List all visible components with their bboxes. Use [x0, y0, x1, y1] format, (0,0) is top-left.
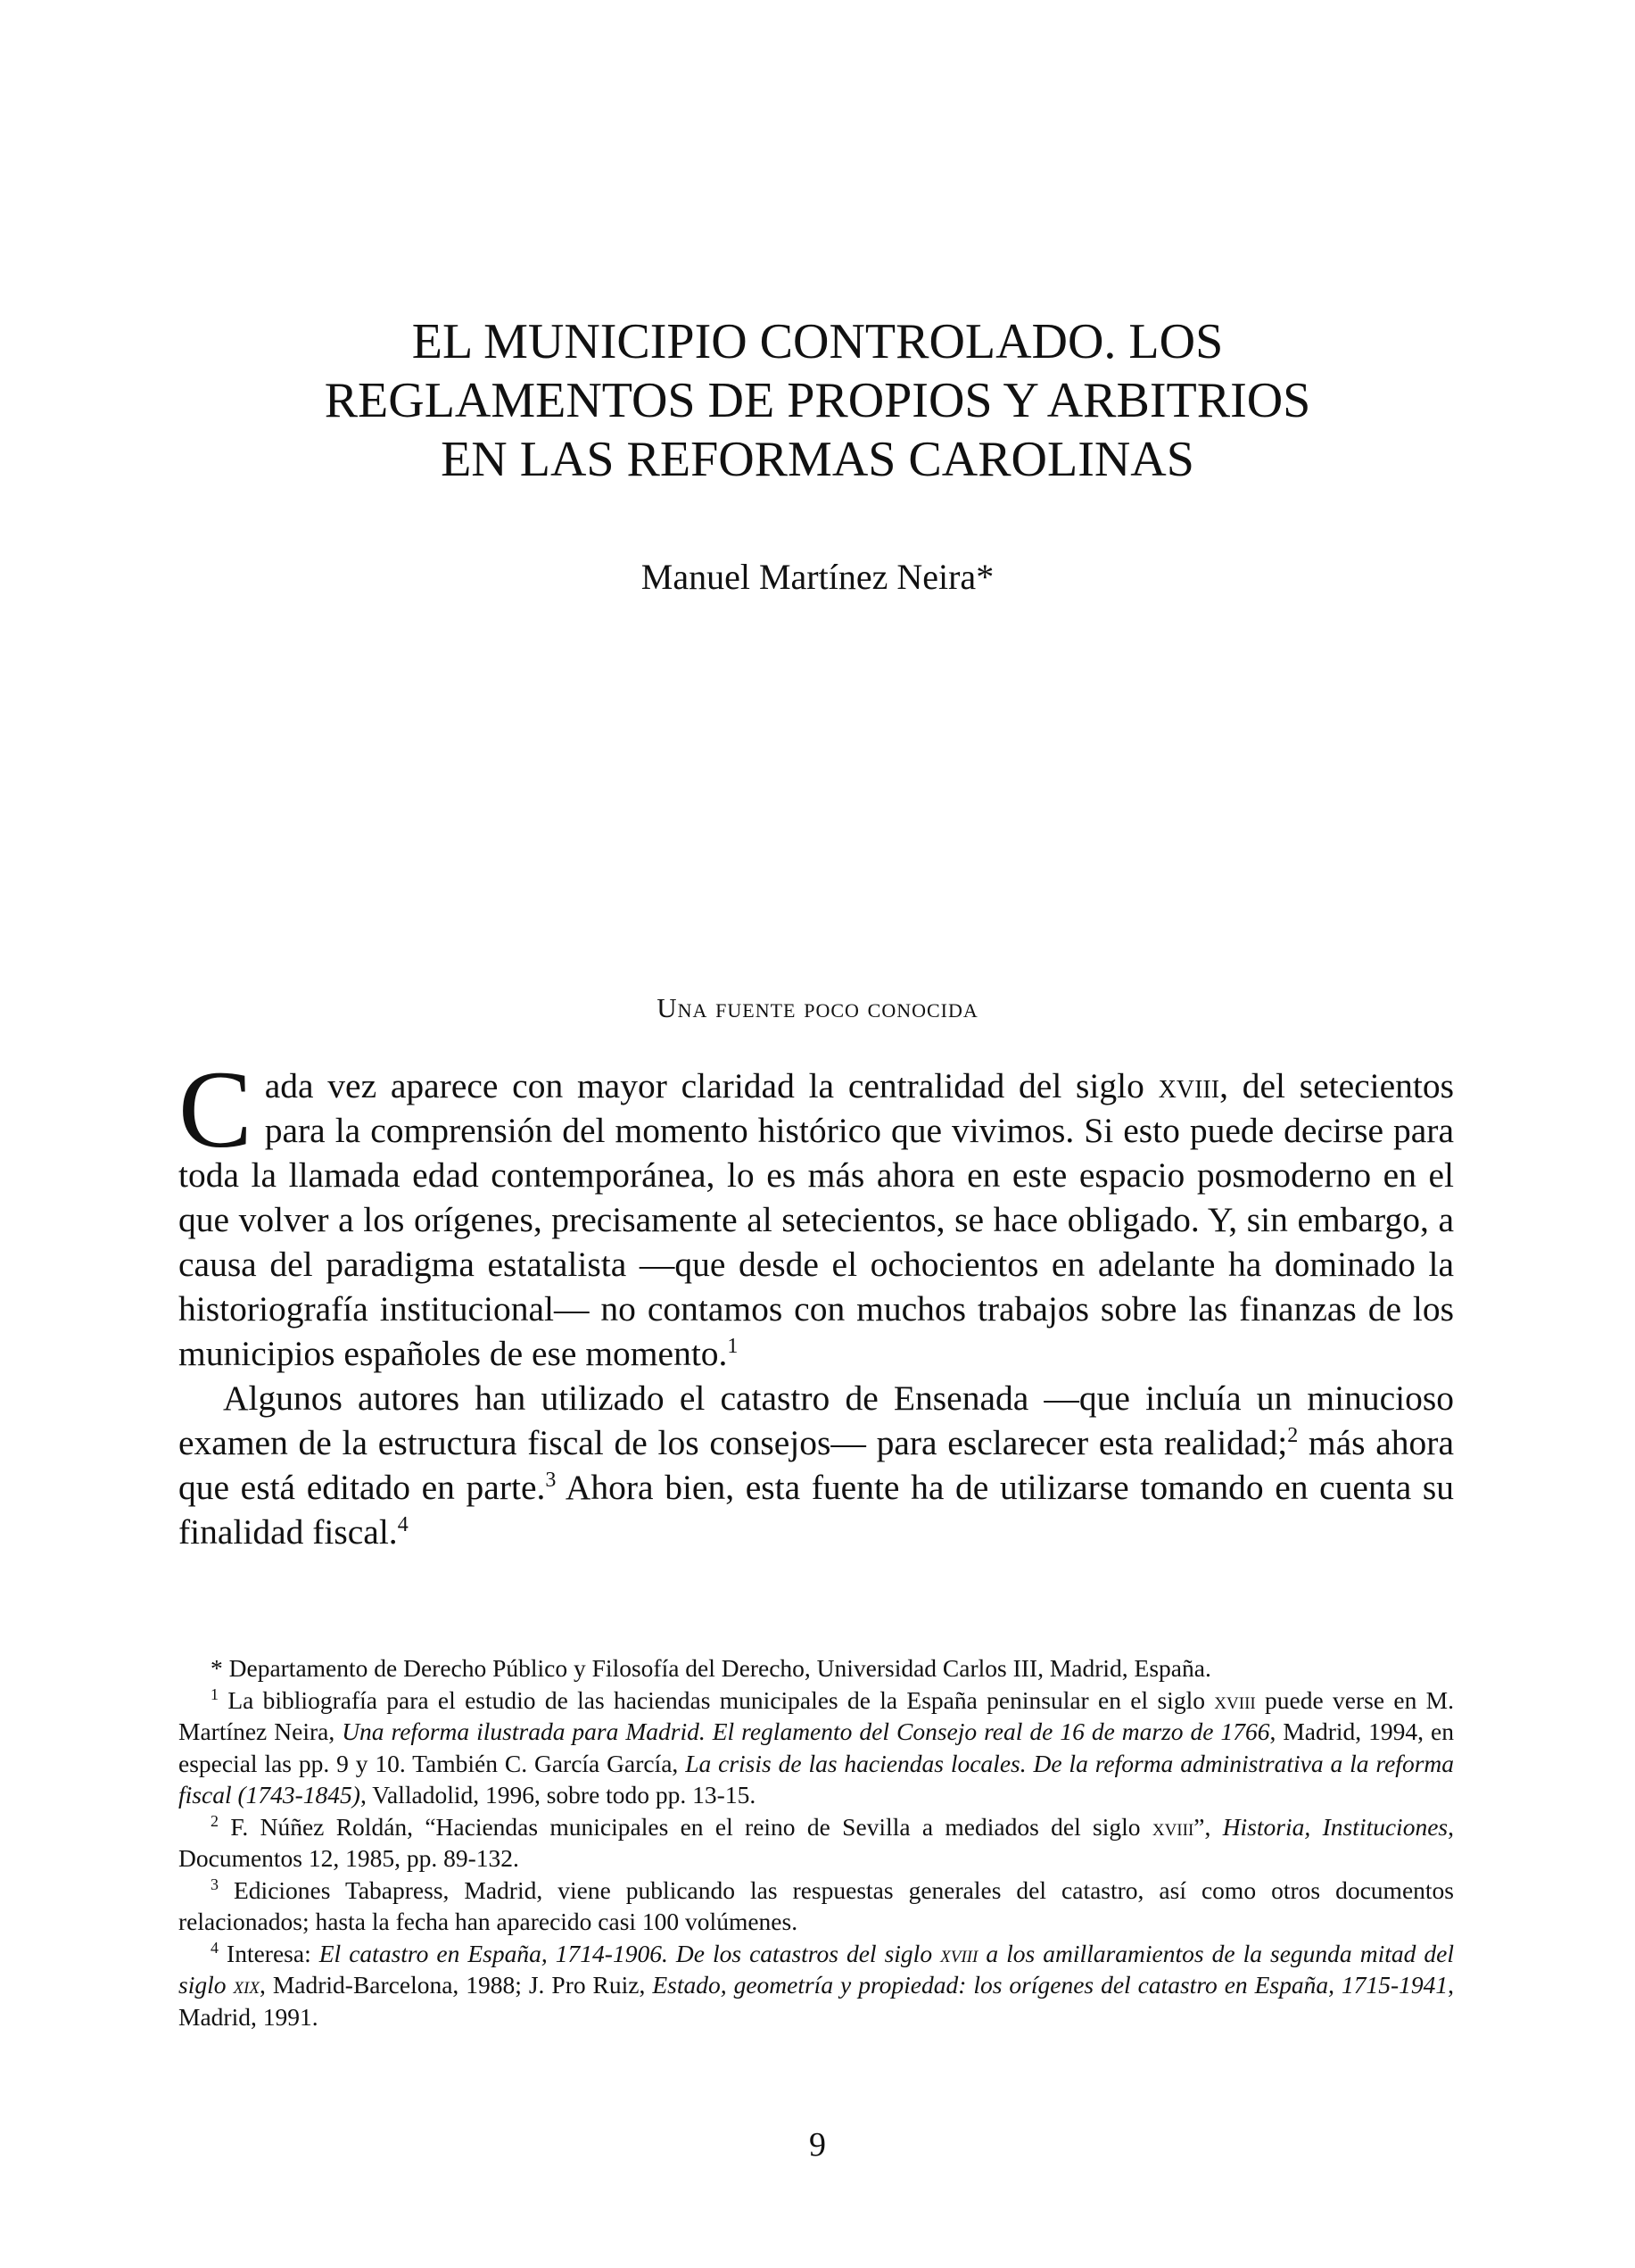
footnote-2-text-b: ”, [1193, 1812, 1223, 1841]
footnote-1-text: La bibliografía para el estudio de las haciendas municipales de la España peninsular en el siglo [219, 1685, 1215, 1714]
body-text [178, 1048, 1454, 1554]
footnote-4 [178, 1938, 1454, 2033]
century-numeral: xviii [1158, 1066, 1220, 1105]
footnote-4-text-f: , Madrid, 1991. [178, 1971, 1455, 2031]
footnote-ref-3[interactable]: 3 [545, 1469, 557, 1492]
paragraph-2-text-b: más ahora que está editado en parte. [178, 1423, 1454, 1507]
footnote-4-title-2: Estado, geometría y propiedad: los orígenes del catastro en España, 1715-1941 [652, 1971, 1449, 1999]
footnote-1-title-2: La crisis de las haciendas locales. De la reforma administrativa a la reforma fiscal (1743-1845) [178, 1749, 1455, 1809]
footnote-3-text: Ediciones Tabapress, Madrid, viene publicando las respuestas generales del catastro, así como otros documentos relacionados; hasta la fecha han aparecido casi 100 volúmenes. [178, 1875, 1454, 1935]
section-heading: Una fuente poco conocida [656, 992, 979, 1023]
article-title [0, 312, 1635, 489]
paragraph-1 [178, 1048, 1454, 1376]
affiliation-mark: * [211, 1654, 223, 1682]
author-name: Manuel Martínez Neira* [640, 557, 995, 597]
footnote-1-text-d: , Madrid, 1994, en especial las pp. 9 y 10. También C. García García, [178, 1718, 1454, 1777]
footnote-3-number: 3 [211, 1875, 219, 1893]
footnote-4-number: 4 [211, 1938, 219, 1957]
footnote-1 [178, 1684, 1454, 1811]
footnote-2-text-d: , Documentos 12, 1985, pp. 89-132. [178, 1812, 1454, 1872]
footnote-4-title-1b: a los amillaramientos de la segunda mitad del siglo [178, 1939, 1454, 1999]
footnote-3 [178, 1875, 1454, 1938]
footnote-4-title-1a: El catastro en España, 1714-1906. De los catastros del siglo [318, 1939, 941, 1967]
paragraph-2-text-a: Algunos autores han utilizado el catastro de Ensenada —que incluía un minucioso examen de la estructura fiscal de los consejos— para esclarecer esta realidad; [178, 1378, 1454, 1462]
page-number: 9 [809, 2126, 826, 2164]
footnote-2 [178, 1811, 1454, 1875]
footnotes [178, 1652, 1454, 2032]
title-line-2: REGLAMENTOS DE PROPIOS Y ARBITRIOS [324, 373, 1311, 428]
title-line-1: EL MUNICIPIO CONTROLADO. LOS [411, 314, 1224, 369]
affiliation-text: Departamento de Derecho Público y Filosofía del Derecho, Universidad Carlos III, Madrid, España. [222, 1654, 1211, 1682]
footnote-2-number: 2 [211, 1811, 219, 1830]
paragraph-1-text-b: , del setecientos para la comprensión del momento histórico que vivimos. Si esto puede decirse para toda la llamada edad contemporánea, lo es más ahora en este espacio posmoderno en el que volver a los orígenes, precisamente al setecientos, se hace obligado. Y, sin embargo, a causa del paradigma estatalista —que desde el ochocientos en adelante ha dominado la historiografía institucional— no contamos con muchos trabajos sobre las finanzas de los municipios españoles de ese momento. [178, 1066, 1454, 1373]
footnote-2-journal: Historia, Instituciones [1222, 1812, 1449, 1841]
paragraph-2-text-c: Ahora bien, esta fuente ha de utilizarse tomando en cuenta su finalidad fiscal. [178, 1468, 1454, 1552]
footnote-4-text-d: , Madrid-Barcelona, 1988; J. Pro Ruiz, [260, 1971, 653, 1999]
paragraph-1-text-a: ada vez aparece con mayor claridad la centralidad del siglo [264, 1066, 1159, 1105]
footnote-4-text: Interesa: [219, 1939, 319, 1967]
footnote-4-century-2: xix [233, 1971, 260, 1999]
footnote-2-century: xviii [1152, 1812, 1194, 1841]
footnote-ref-1[interactable]: 1 [727, 1335, 739, 1358]
footnote-1-text-f: , Valladolid, 1996, sobre todo pp. 13-15. [359, 1781, 756, 1809]
footnote-affiliation [178, 1652, 1454, 1684]
title-line-3: EN LAS REFORMAS CAROLINAS [441, 432, 1194, 487]
footnote-2-text: F. Núñez Roldán, “Haciendas municipales en el reino de Sevilla a mediados del siglo [219, 1812, 1152, 1841]
footnote-1-century: xviii [1214, 1685, 1256, 1714]
paragraph-2 [178, 1376, 1454, 1554]
footnote-1-title-1: Una reforma ilustrada para Madrid. El reglamento del Consejo real de 16 de marzo de 1766 [342, 1718, 1270, 1745]
footnote-4-century-1: xviii [940, 1939, 979, 1967]
footnote-ref-4[interactable]: 4 [397, 1513, 409, 1536]
footnote-1-number: 1 [211, 1684, 219, 1703]
footnote-ref-2[interactable]: 2 [1287, 1424, 1299, 1447]
footnote-1-text-b: puede verse en M. Martínez Neira, [178, 1685, 1455, 1745]
drop-cap: C [178, 1048, 252, 1171]
